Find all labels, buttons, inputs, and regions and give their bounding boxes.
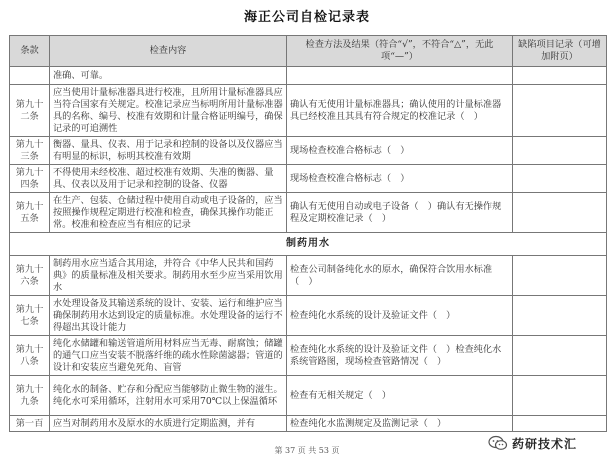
content-cell: 应当使用计量标准器具进行校准，且所用计量标准器具应当符合国家有关规定。校准记录应当标明所用计量标准器具的名称、编号、校准有效期和计量合格证明编号，确保记录的可追溯性 xyxy=(50,85,287,137)
content-cell: 制药用水应当适合其用途，并符合《中华人民共和国药典》的质量标准及相关要求。制药用水至少应当采用饮用水 xyxy=(50,256,287,296)
defect-cell[interactable] xyxy=(513,336,607,376)
defect-cell[interactable] xyxy=(513,165,607,193)
clause-cell: 第九十七条 xyxy=(10,296,50,336)
table-row xyxy=(10,85,607,137)
clause-cell: 第九十五条 xyxy=(10,193,50,233)
clause-cell: 第九十二条 xyxy=(10,85,50,137)
clause-cell: 第一百 xyxy=(10,416,50,432)
content-cell: 应当对制药用水及原水的水质进行定期监测，并有 xyxy=(50,416,287,432)
clause-cell: 第九十四条 xyxy=(10,165,50,193)
method-cell: 检查有无相关规定（ ） xyxy=(287,376,513,416)
header-method: 检查方法及结果（符合“√”，不符合“△”，无此项“—”） xyxy=(287,36,513,67)
clause-cell: 第九十六条 xyxy=(10,256,50,296)
content-cell: 在生产、包装、仓储过程中使用自动或电子设备的，应当按照操作规程定期进行校准和检查，确保其操作功能正常。校准和检查应当有相应的记录 xyxy=(50,193,287,233)
page-title: 海正公司自检记录表 xyxy=(243,10,370,25)
table-row xyxy=(10,416,607,432)
content-cell: 水处理设备及其输送系统的设计、安装、运行和维护应当确保制药用水达到设定的质量标准。水处理设备的运行不得超出其设计能力 xyxy=(50,296,287,336)
method-cell: 现场检查校准合格标志（ ） xyxy=(287,165,513,193)
clause-cell xyxy=(10,67,50,85)
content-cell: 准确、可靠。 xyxy=(50,67,287,85)
defect-cell[interactable] xyxy=(513,137,607,165)
table-header-row xyxy=(10,36,607,67)
content-cell: 纯化水储罐和输送管道所用材料应当无毒、耐腐蚀；储罐的通气口应当安装不脱落纤维的疏水性除菌滤器；管道的设计和安装应当避免死角、盲管 xyxy=(50,336,287,376)
method-cell xyxy=(287,67,513,85)
wechat-icon xyxy=(488,435,508,451)
clause-cell: 第九十九条 xyxy=(10,376,50,416)
content-cell: 衡器、量具、仪表、用于记录和控制的设备以及仪器应当有明显的标识，标明其校准有效期 xyxy=(50,137,287,165)
table-row xyxy=(10,296,607,336)
defect-cell[interactable] xyxy=(513,376,607,416)
table-row xyxy=(10,336,607,376)
content-cell: 不得使用未经校准、超过校准有效期、失准的衡器、量具、仪表以及用于记录和控制的设备、仪器 xyxy=(50,165,287,193)
watermark-text: 药研技术汇 xyxy=(512,436,578,451)
clause-cell: 第九十八条 xyxy=(10,336,50,376)
defect-cell[interactable] xyxy=(513,416,607,432)
section-row xyxy=(10,233,607,256)
method-cell: 检查纯化水系统的设计及验证文件（ ） xyxy=(287,296,513,336)
defect-cell[interactable] xyxy=(513,296,607,336)
table-row xyxy=(10,67,607,85)
watermark xyxy=(488,432,606,454)
table-row xyxy=(10,165,607,193)
table-row xyxy=(10,193,607,233)
defect-cell[interactable] xyxy=(513,193,607,233)
table-row xyxy=(10,376,607,416)
section-title: 制药用水 xyxy=(10,233,607,256)
header-defect: 缺陷项目记录（可增加附页） xyxy=(513,36,607,67)
defect-cell[interactable] xyxy=(513,256,607,296)
header-content: 检查内容 xyxy=(50,36,287,67)
method-cell: 现场检查校准合格标志（ ） xyxy=(287,137,513,165)
table-row xyxy=(10,256,607,296)
content-cell: 纯化水的制备、贮存和分配应当能够防止微生物的滋生。纯化水可采用循环，注射用水可采用70℃以上保温循环 xyxy=(50,376,287,416)
method-cell: 检查纯化水系统的设计及验证文件（ ）检查纯化水系统管路图，现场检查管路情况（ ） xyxy=(287,336,513,376)
method-cell: 确认有无使用自动或电子设备（ ）确认有无操作规程及定期校准记录（ ） xyxy=(287,193,513,233)
clause-cell: 第九十三条 xyxy=(10,137,50,165)
defect-cell[interactable] xyxy=(513,67,607,85)
table-row xyxy=(10,137,607,165)
method-cell: 检查纯化水监测规定及监测记录（ ） xyxy=(287,416,513,432)
page-footer: 第 37 页 共 53 页 xyxy=(274,446,340,455)
header-clause: 条款 xyxy=(10,36,50,67)
method-cell: 确认有无使用计量标准器具；确认使用的计量标准器具已经校准且其具有符合规定的校准记录（ ） xyxy=(287,85,513,137)
defect-cell[interactable] xyxy=(513,85,607,137)
method-cell: 检查公司制备纯化水的原水，确保符合饮用水标准（ ） xyxy=(287,256,513,296)
inspection-record-table xyxy=(9,35,607,432)
